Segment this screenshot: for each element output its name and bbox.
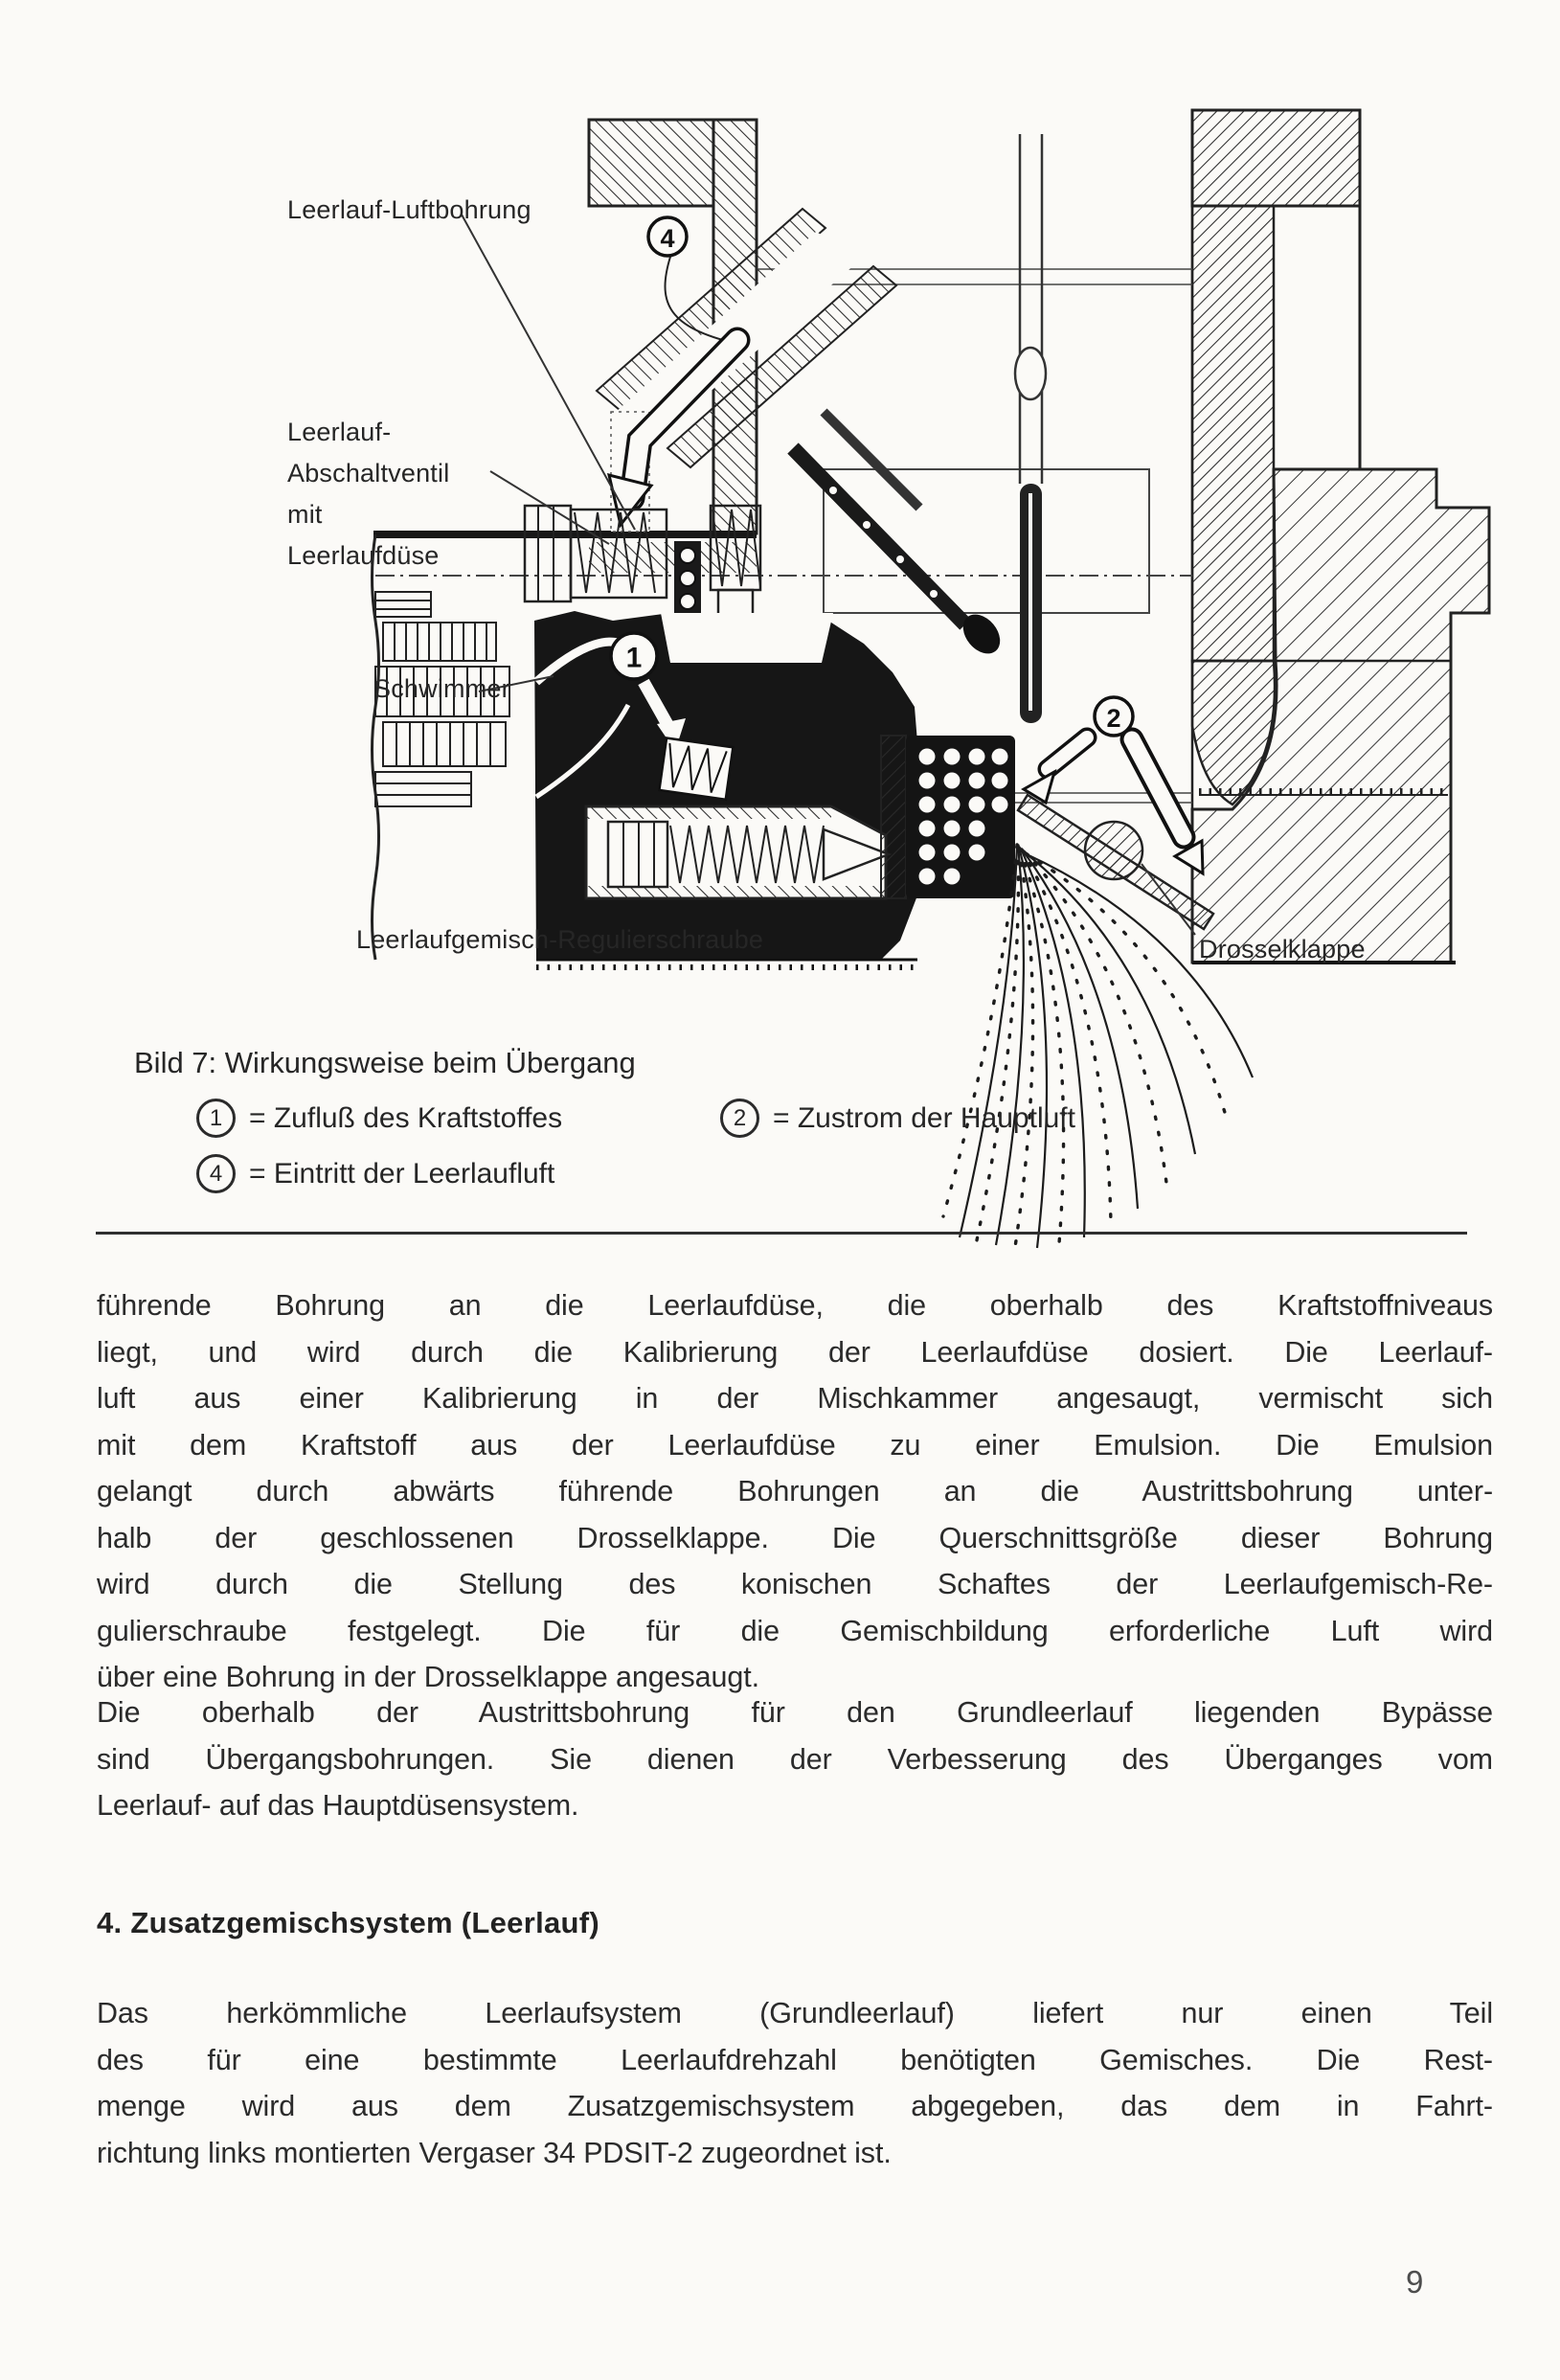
discharge-tube — [1015, 134, 1046, 723]
legend-text-2: = Zustrom der Hauptluft — [773, 1101, 1075, 1134]
paragraph-1: führende Bohrung an die Leerlaufdüse, die oberhalb des Kraftstoffniveaus liegt, und wird durch die Kalibrierung der Leerlaufdüse dosiert. Die Leerlauf- luft aus einer Kalibrierung in der Mischkammer angesaugt, vermischt sich mit dem Kraftstoff aus der Leerlaufdüse zu einer Emulsion. Die Emulsion gelangt durch abwärts führende Bohrungen an die Austrittsbohrung unter- halb der geschlossenen Drosselklappe. Die Querschnittsgröße dieser Bohrung wird durch die Stellung des konischen Schaftes der Leerlaufgemisch-Re- gulierschraube festgelegt. Die für die Gemischbildung erforderliche Luft wird über eine Bohrung in der Drosselklappe angesaugt. — [97, 1289, 1493, 1693]
label-schwimmer: Schwimmer — [373, 674, 510, 703]
label-drosselklappe: Drosselklappe — [1199, 935, 1366, 963]
label-leerlauf-luftbohrung: Leerlauf-Luftbohrung — [287, 195, 531, 224]
legend-text-4: = Eintritt der Leerlaufluft — [249, 1157, 555, 1190]
legend-item-4 — [196, 1154, 554, 1193]
callout-2: 2 — [1106, 704, 1121, 733]
legend-text-1: = Zufluß des Kraftstoffes — [249, 1101, 563, 1134]
callout-4-group — [648, 217, 687, 256]
page-number: 9 — [1406, 2264, 1424, 2300]
legend-circle-1: 1 — [196, 1099, 236, 1138]
callout-4: 4 — [660, 224, 675, 253]
legend-circle-4: 4 — [196, 1154, 236, 1193]
legend-circle-2: 2 — [720, 1099, 759, 1138]
label-leerlauf-abschaltventil: Leerlauf- Abschaltventil mit Leerlaufdüse — [287, 418, 450, 570]
paragraph-2: Die oberhalb der Austrittsbohrung für den Grundleerlauf liegenden Bypässe sind Übergangsbohrungen. Sie dienen der Verbesserung des Überganges vom Leerlauf- auf das Hauptdüsensystem. — [97, 1696, 1493, 1822]
idle-mixture-screw — [586, 806, 889, 898]
figure-caption: Bild 7: Wirkungsweise beim Übergang — [134, 1046, 636, 1079]
legend-item-2 — [720, 1099, 1075, 1138]
label-regulierschraube: Leerlaufgemisch-Regulierschraube — [356, 925, 764, 954]
float-chamber — [534, 611, 917, 967]
callout-1: 1 — [625, 642, 643, 674]
section-divider — [96, 1232, 1467, 1235]
section-heading: 4. Zusatzgemischsystem (Leerlauf) — [97, 1906, 600, 1939]
paragraph-3: Das herkömmliche Leerlaufsystem (Grundleerlauf) liefert nur einen Teil des für eine bestimmte Leerlaufdrehzahl benötigten Gemisches. Die Rest- menge wird aus dem Zusatzgemischsystem abgegeben, das dem in Fahrt- richtung links montierten Vergaser 34 PDSIT-2 zugeordnet ist. — [97, 1997, 1493, 2169]
bypass-drillings — [881, 736, 1015, 898]
legend-item-1 — [196, 1099, 562, 1138]
